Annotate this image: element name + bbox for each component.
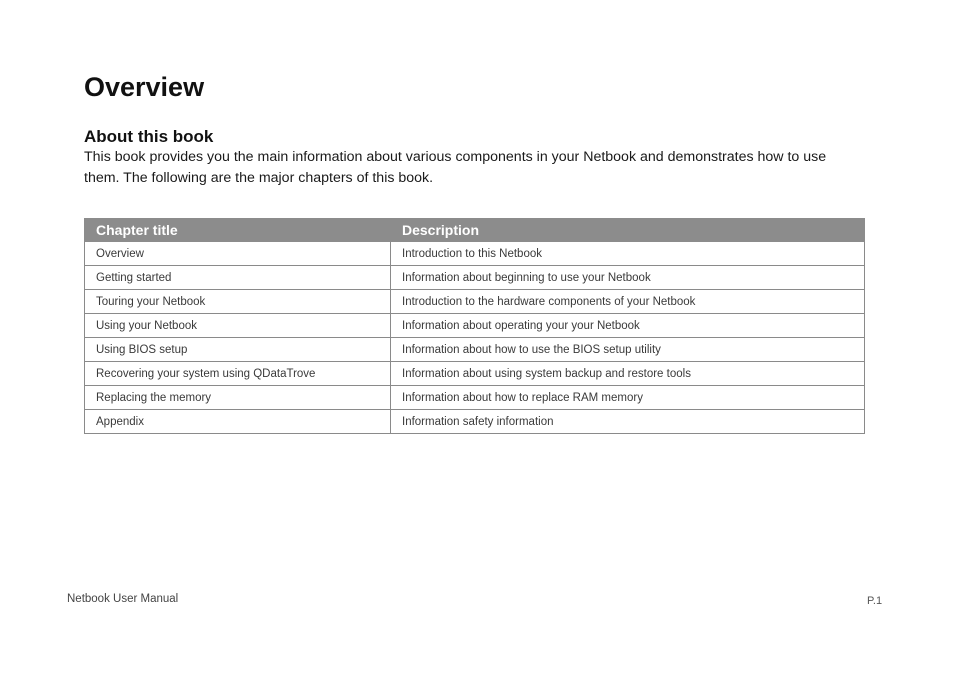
chapters-table <box>84 218 865 434</box>
description-cell: Information about how to replace RAM memory <box>391 386 865 410</box>
table-row <box>85 362 865 386</box>
footer-page-number: P.1 <box>867 595 883 607</box>
intro-paragraph: This book provides you the main information about various components in your Netbook and demonstrates how to use them. The following are the major chapters of this book. <box>84 149 827 186</box>
column-header-chapter-title: Chapter title <box>85 219 391 242</box>
description-cell: Information safety information <box>391 410 865 434</box>
description-cell: Information about operating your your Netbook <box>391 314 865 338</box>
table-header-row <box>85 219 865 242</box>
description-cell: Information about using system backup and restore tools <box>391 362 865 386</box>
footer-manual-name: Netbook User Manual <box>67 593 179 605</box>
table-row <box>85 266 865 290</box>
description-cell: Introduction to this Netbook <box>391 242 865 266</box>
description-cell: Information about how to use the BIOS setup utility <box>391 338 865 362</box>
table-row <box>85 242 865 266</box>
chapter-title-cell: Getting started <box>85 266 391 290</box>
description-cell: Information about beginning to use your Netbook <box>391 266 865 290</box>
chapter-title-cell: Overview <box>85 242 391 266</box>
table-row <box>85 410 865 434</box>
table-row <box>85 290 865 314</box>
table-row <box>85 314 865 338</box>
chapter-title-cell: Replacing the memory <box>85 386 391 410</box>
chapter-title-cell: Recovering your system using QDataTrove <box>85 362 391 386</box>
table-row <box>85 386 865 410</box>
chapter-title-cell: Appendix <box>85 410 391 434</box>
description-cell: Introduction to the hardware components of your Netbook <box>391 290 865 314</box>
table-row <box>85 338 865 362</box>
column-header-description: Description <box>391 219 865 242</box>
page-title: Overview <box>84 72 205 102</box>
section-title: About this book <box>84 127 214 146</box>
chapter-title-cell: Touring your Netbook <box>85 290 391 314</box>
chapter-title-cell: Using your Netbook <box>85 314 391 338</box>
chapter-title-cell: Using BIOS setup <box>85 338 391 362</box>
